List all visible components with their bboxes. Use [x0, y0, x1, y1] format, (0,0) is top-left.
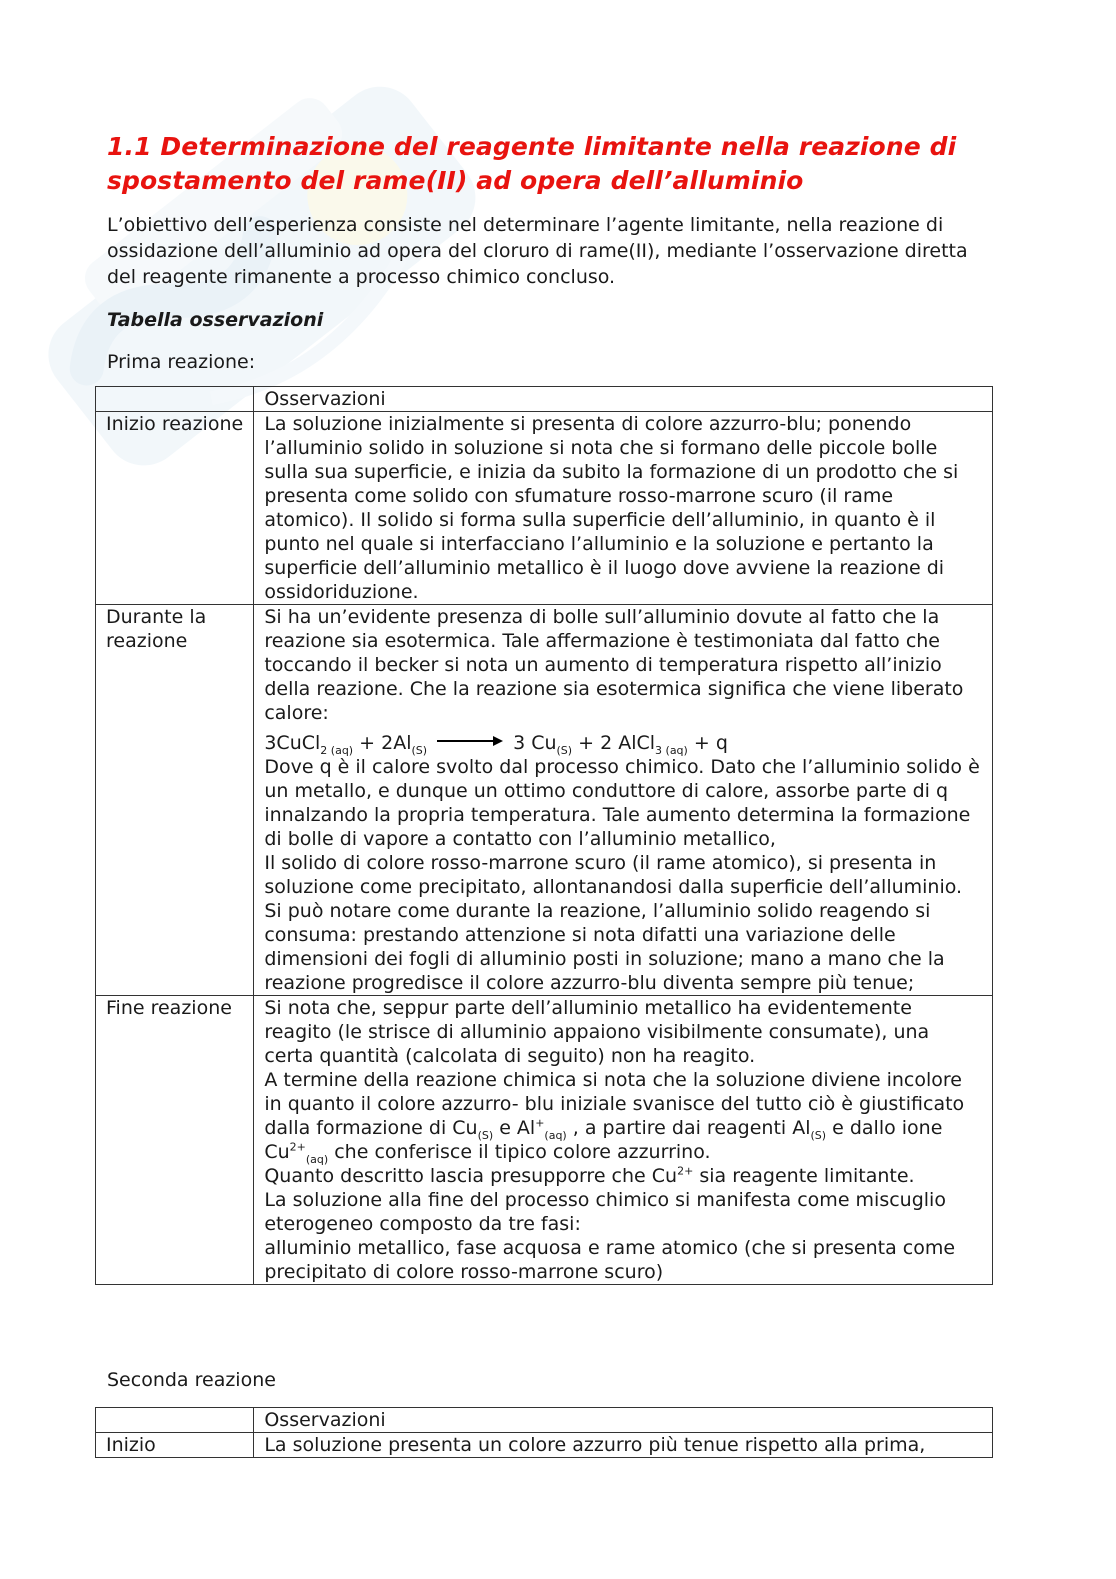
second-reaction-label: Seconda reazione	[107, 1369, 276, 1391]
row-label: Inizio	[96, 1433, 254, 1458]
row-text: Dove q è il calore svolto dal processo chimico. Dato che l’alluminio solido è un metallo, e dunque un ottimo conduttore di calore, assorbe parte di q innalzando la propria temperatura. Tale aumento determina la formazione di bolle di vapore a contatto con l’alluminio metallico,	[264, 756, 980, 850]
observations-table-2	[95, 1407, 993, 1458]
header-cell: Osservazioni	[254, 387, 993, 412]
row-text: Quanto descritto lascia presupporre che $Cu^{2+}$ sia reagente limitante.	[264, 1164, 915, 1187]
table-row	[96, 1433, 993, 1458]
table-row	[96, 605, 993, 996]
row-label: Inizio reazione	[96, 412, 254, 605]
chemical-equation: 3CuCl$_{2 (aq)}$ + $2Al_{(S)}$ 3 $Cu_{(S)} + 2$ AlCl$_{3 (aq)}$ + q	[264, 732, 728, 757]
table-row	[96, 412, 993, 605]
table-header-row	[96, 1408, 993, 1433]
reaction-arrow-icon	[437, 734, 503, 748]
section-heading: 1.1 Determinazione del reagente limitante nella reazione di spostamento del rame(II) ad opera dell’alluminio	[107, 132, 957, 195]
row-text: Il solido di colore rosso-marrone scuro (il rame atomico), si presenta in soluzione come precipitato, allontanandosi dalla superficie dell’alluminio. Si può notare come durante la reazione, l’alluminio solido reagendo si consuma: prestando attenzione si nota difatti una variazione delle dimensioni dei fogli di alluminio posti in soluzione; mano a mano che la reazione progredisce il colore azzurro-blu diventa sempre più tenue;	[264, 852, 963, 994]
row-cell	[254, 996, 993, 1285]
row-text: Si nota che, seppur parte dell’alluminio metallico ha evidentemente reagito (le strisce di alluminio appaiono visibilmente consumate), una certa quantità (calcolata di seguito) non ha reagito.	[264, 997, 930, 1067]
row-text: Si ha un’evidente presenza di bolle sull’alluminio dovute al fatto che la reazione sia esotermica. Tale affermazione è testimoniata dal fatto che toccando il becker si nota un aumento di temperatura rispetto all’inizio della reazione. Che la reazione sia esotermica significa che viene liberato calore:	[264, 606, 964, 724]
header-empty-cell	[96, 387, 254, 412]
document-page	[106, 130, 997, 1456]
row-cell	[254, 605, 993, 996]
row-text: A termine della reazione chimica si nota che la soluzione diviene incolore in quanto il colore azzurro- blu iniziale svanisce del tutto ciò è giustificato dalla formazione di $Cu_{(S)}$ e $Al^+_{(aq)}$ , a partire dai reagenti $Al_{(S)}$ e dallo ione $Cu^{2+}_{(aq)}$ che conferisce il tipico colore azzurrino.	[264, 1069, 965, 1166]
header-empty-cell	[96, 1408, 254, 1433]
header-cell: Osservazioni	[254, 1408, 993, 1433]
row-text: La soluzione presenta un colore azzurro più tenue rispetto alla prima,	[254, 1433, 993, 1458]
table-row	[96, 996, 993, 1285]
row-text: alluminio metallico, fase acquosa e rame atomico (che si presenta come precipitato di colore rosso-marrone scuro)	[264, 1237, 956, 1283]
table-section-title: Tabella osservazioni	[107, 309, 324, 331]
observations-table-1	[95, 386, 993, 1285]
row-label: Fine reazione	[96, 996, 254, 1285]
row-text: La soluzione alla fine del processo chimico si manifesta come miscuglio eterogeneo composto da tre fasi:	[264, 1189, 946, 1235]
table-header-row	[96, 387, 993, 412]
row-label: Durante la reazione	[96, 605, 254, 996]
first-reaction-label: Prima reazione:	[107, 351, 256, 373]
row-text: La soluzione inizialmente si presenta di colore azzurro-blu; ponendo l’alluminio solido in soluzione si nota che si formano delle piccole bolle sulla sua superficie, e inizia da subito la formazione di un prodotto che si presenta come solido con sfumature rosso-marrone scuro (il rame atomico). Il solido si forma sulla superficie dell’alluminio, in quanto è il punto nel quale si interfacciano l’alluminio e la soluzione e pertanto la superficie dell’alluminio metallico è il luogo dove avviene la reazione di ossidoriduzione.	[254, 412, 993, 605]
intro-paragraph: L’obiettivo dell’esperienza consiste nel determinare l’agente limitante, nella reazione di ossidazione dell’alluminio ad opera del cloruro di rame(II), mediante l’osservazione diretta del reagente rimanente a processo chimico concluso.	[107, 214, 968, 288]
